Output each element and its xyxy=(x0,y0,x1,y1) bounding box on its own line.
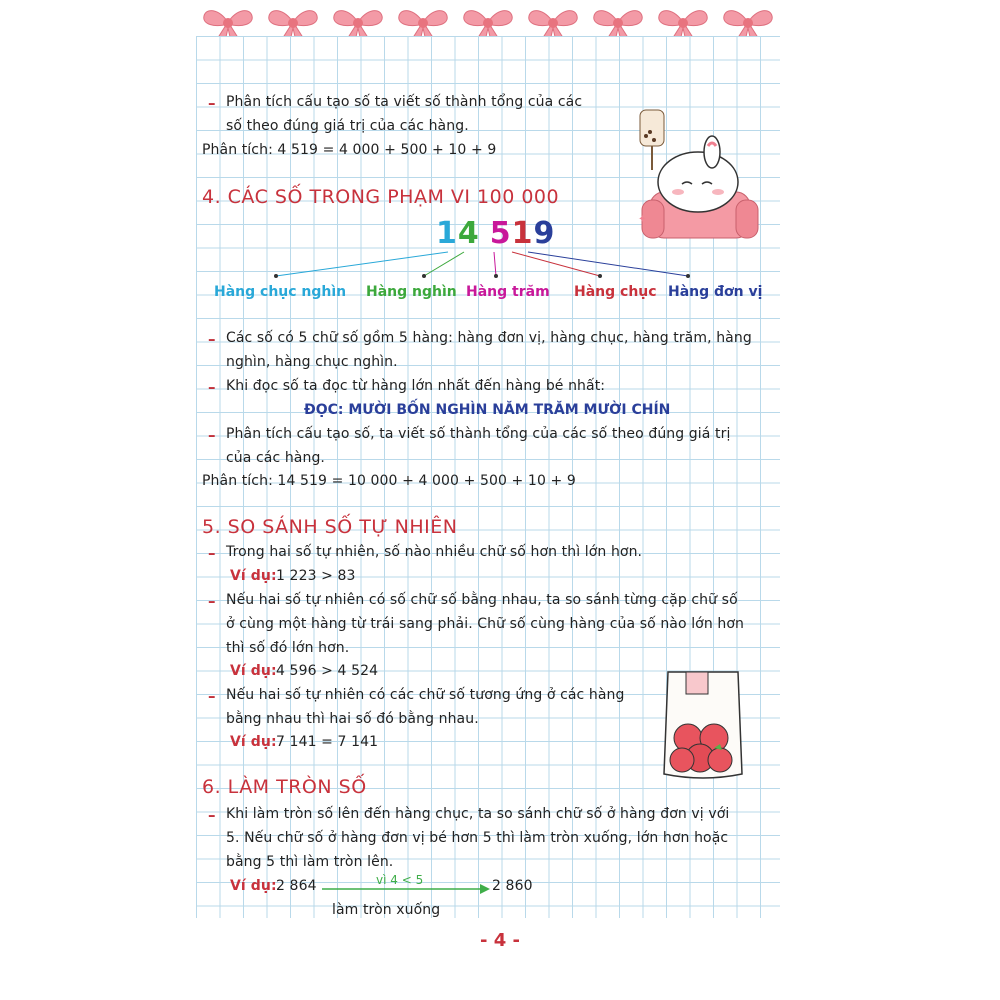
label-hundreds: Hàng trăm xyxy=(466,284,550,300)
s6-arrow-caption: làm tròn xuống xyxy=(332,902,441,918)
bullet-dash: – xyxy=(208,806,216,824)
bullet-dash: – xyxy=(208,544,216,562)
label-ten-thousands: Hàng chục nghìn xyxy=(214,284,347,300)
arrow-right-icon xyxy=(320,882,492,896)
s4-bullet3-line1: Phân tích cấu tạo số, ta viết số thành tổng của các số theo đúng giá trị xyxy=(226,426,731,442)
s6-arrow-note: vì 4 < 5 xyxy=(376,873,424,887)
digit-ten-thousands: 1 xyxy=(436,216,458,251)
s5-bullet1: Trong hai số tự nhiên, số nào nhiều chữ số hơn thì lớn hơn. xyxy=(226,544,643,560)
s5-ex1-value: 1 223 > 83 xyxy=(276,568,356,584)
s5-ex2-label: Ví dụ: xyxy=(230,663,277,679)
fruit-bag-icon xyxy=(658,664,748,784)
s5-bullet3-line1: Nếu hai số tự nhiên có các chữ số tương ứng ở các hàng xyxy=(226,687,625,703)
s6-ex-to: 2 860 xyxy=(492,878,533,894)
digit-tens: 1 xyxy=(511,216,534,251)
s5-bullet2-line1: Nếu hai số tự nhiên có số chữ số bằng nhau, ta so sánh từng cặp chữ số xyxy=(226,592,738,608)
page-number: - 4 - xyxy=(480,930,520,951)
s4-analysis: Phân tích: 14 519 = 10 000 + 4 000 + 500 + 10 + 9 xyxy=(202,473,576,489)
s4-bullet2: Khi đọc số ta đọc từ hàng lớn nhất đến hàng bé nhất: xyxy=(226,378,606,394)
s5-bullet2-line3: thì số đó lớn hơn. xyxy=(226,640,350,656)
s4-bullet1-line2: nghìn, hàng chục nghìn. xyxy=(226,354,398,370)
bullet-dash: – xyxy=(208,330,216,348)
s4-bullet3-line2: của các hàng. xyxy=(226,450,325,466)
place-value-connectors xyxy=(196,236,780,286)
bullet-dash: – xyxy=(208,426,216,444)
notebook-page xyxy=(196,36,780,918)
label-tens: Hàng chục xyxy=(574,284,657,300)
digit-thousands: 4 xyxy=(457,216,480,251)
bullet-dash: – xyxy=(208,687,216,705)
intro-analysis: Phân tích: 4 519 = 4 000 + 500 + 10 + 9 xyxy=(202,142,497,158)
s5-bullet2-line2: ở cùng một hàng từ trái sang phải. Chữ số cùng hàng của số nào lớn hơn xyxy=(226,616,744,632)
s6-bullet1-line2: 5. Nếu chữ số ở hàng đơn vị bé hơn 5 thì làm tròn xuống, lớn hơn hoặc xyxy=(226,830,729,846)
s6-bullet1-line1: Khi làm tròn số lên đến hàng chục, ta so sánh chữ số ở hàng đơn vị với xyxy=(226,806,730,822)
s5-ex2-value: 4 596 > 4 524 xyxy=(276,663,379,679)
s4-read-line: ĐỌC: MƯỜI BỐN NGHÌN NĂM TRĂM MƯỜI CHÍN xyxy=(304,402,671,418)
s4-bullet1-line1: Các số có 5 chữ số gồm 5 hàng: hàng đơn vị, hàng chục, hàng trăm, hàng xyxy=(226,330,752,346)
bullet-dash: – xyxy=(208,592,216,610)
label-units: Hàng đơn vị xyxy=(668,284,763,300)
digit-hundreds: 5 xyxy=(489,216,512,251)
bunny-armchair-icon xyxy=(632,100,762,250)
s5-ex3-label: Ví dụ: xyxy=(230,734,277,750)
intro-bullet-line2: số theo đúng giá trị của các hàng. xyxy=(226,118,469,134)
s5-bullet3-line2: bằng nhau thì hai số đó bằng nhau. xyxy=(226,711,479,727)
s6-ex-label: Ví dụ: xyxy=(230,878,277,894)
section4-heading: 4. CÁC SỐ TRONG PHẠM VI 100 000 xyxy=(202,186,560,208)
s5-ex1-label: Ví dụ: xyxy=(230,568,277,584)
label-thousands: Hàng nghìn xyxy=(366,284,457,300)
digit-units: 9 xyxy=(533,216,556,251)
intro-bullet-line1: Phân tích cấu tạo số ta viết số thành tổng của các xyxy=(226,94,583,110)
s6-bullet1-line3: bằng 5 thì làm tròn lên. xyxy=(226,854,394,870)
section6-heading: 6. LÀM TRÒN SỐ xyxy=(202,776,367,798)
s6-ex-from: 2 864 xyxy=(276,878,317,894)
section5-heading: 5. SO SÁNH SỐ TỰ NHIÊN xyxy=(202,516,458,538)
s5-ex3-value: 7 141 = 7 141 xyxy=(276,734,379,750)
svg-text:✦: ✦ xyxy=(638,214,647,225)
bullet-dash: – xyxy=(208,378,216,396)
bullet-dash: – xyxy=(208,94,216,112)
